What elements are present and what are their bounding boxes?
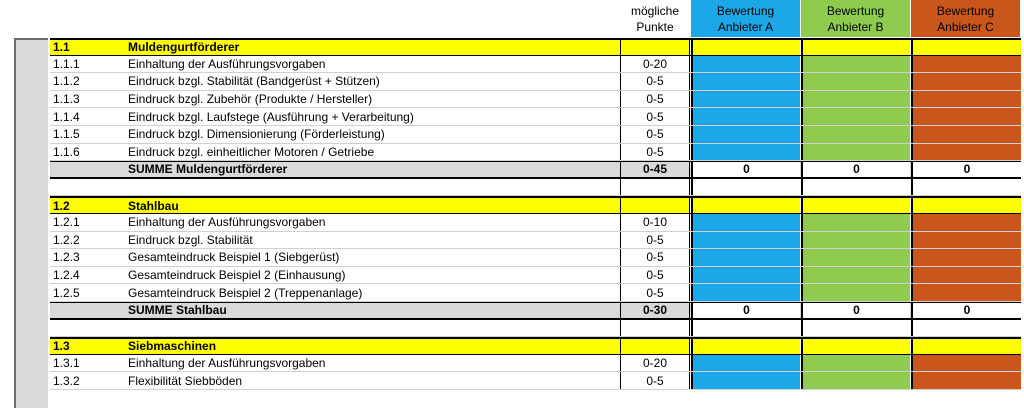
item-number: 1.2.1 — [53, 215, 80, 230]
item-points: 0-5 — [620, 144, 690, 161]
table-row[interactable] — [50, 56, 1021, 74]
section-points-cell[interactable] — [620, 339, 690, 354]
item-number: 1.2.2 — [53, 232, 80, 247]
item-points: 0-5 — [620, 372, 690, 389]
score-cell-c[interactable] — [911, 267, 1021, 284]
table-row[interactable] — [50, 73, 1021, 91]
item-number: 1.2.4 — [53, 268, 80, 283]
score-cell-a[interactable] — [691, 144, 800, 161]
table-row[interactable] — [50, 126, 1021, 144]
table-row[interactable] — [50, 372, 1021, 390]
item-points: 0-5 — [620, 91, 690, 108]
item-text: Gesamteindruck Beispiel 2 (Treppenanlage) — [128, 285, 363, 300]
section-title: Siebmaschinen — [125, 339, 620, 354]
table-row[interactable] — [50, 144, 1021, 162]
score-cell-a[interactable] — [691, 126, 800, 143]
score-cell-b[interactable] — [801, 249, 910, 266]
header-a-line2: Anbieter A — [717, 19, 774, 34]
section-cell-a[interactable] — [691, 339, 800, 354]
sum-row[interactable] — [50, 302, 1021, 320]
section-points-cell[interactable] — [620, 198, 690, 213]
spacer-row[interactable] — [50, 179, 1021, 197]
sum-points: 0-30 — [620, 303, 690, 318]
score-cell-c[interactable] — [911, 214, 1021, 231]
item-number: 1.3.1 — [53, 355, 80, 370]
score-cell-b[interactable] — [801, 355, 910, 372]
score-cell-c[interactable] — [911, 73, 1021, 90]
header-a-line1: Bewertung — [716, 3, 775, 18]
score-cell-b[interactable] — [801, 144, 910, 161]
score-cell-c[interactable] — [911, 126, 1021, 143]
item-number: 1.1.6 — [53, 144, 80, 159]
score-cell-c[interactable] — [911, 355, 1021, 372]
item-number: 1.1.5 — [53, 127, 80, 142]
score-cell-a[interactable] — [691, 249, 800, 266]
item-points: 0-5 — [620, 249, 690, 266]
item-text: Eindruck bzgl. Dimensionierung (Förderleistung) — [128, 127, 385, 142]
scoring-table — [50, 38, 1021, 390]
table-row[interactable] — [50, 232, 1021, 250]
spacer-cell-c[interactable] — [911, 179, 1021, 196]
score-cell-b[interactable] — [801, 232, 910, 249]
table-row[interactable] — [50, 249, 1021, 267]
section-number: 1.2 — [50, 198, 125, 213]
spacer-points-cell[interactable] — [620, 179, 690, 196]
sum-value-b[interactable]: 0 — [801, 162, 910, 177]
item-points: 0-5 — [620, 232, 690, 249]
section-title: Muldengurtförderer — [125, 40, 620, 55]
item-points: 0-5 — [620, 126, 690, 143]
section-number: 1.3 — [50, 339, 125, 354]
sum-number-cell — [50, 303, 125, 318]
score-cell-b[interactable] — [801, 214, 910, 231]
header-rating-a — [691, 0, 800, 37]
section-row[interactable] — [50, 337, 1021, 355]
item-text: Einhaltung der Ausführungsvorgaben — [128, 355, 326, 370]
spacer-points-cell[interactable] — [620, 320, 690, 337]
item-text: Eindruck bzgl. Stabilität — [128, 232, 253, 247]
score-cell-b[interactable] — [801, 372, 910, 389]
item-text: Flexibilität Siebböden — [128, 373, 243, 388]
spacer-cell-b[interactable] — [801, 320, 910, 337]
header-rating-c — [911, 0, 1020, 37]
section-number: 1.1 — [50, 40, 125, 55]
table-row[interactable] — [50, 267, 1021, 285]
item-text: Gesamteindruck Beispiel 2 (Einhausung) — [128, 268, 346, 283]
header-punkte-line1: mögliche — [630, 3, 680, 18]
table-row[interactable] — [50, 355, 1021, 373]
table-row[interactable] — [50, 91, 1021, 109]
item-number: 1.3.2 — [53, 373, 80, 388]
score-cell-b[interactable] — [801, 267, 910, 284]
item-points: 0-5 — [620, 267, 690, 284]
score-cell-b[interactable] — [801, 56, 910, 73]
score-cell-c[interactable] — [911, 249, 1021, 266]
header-c-line2: Anbieter C — [937, 19, 994, 34]
header-b-line2: Anbieter B — [827, 19, 884, 34]
section-row[interactable] — [50, 38, 1021, 56]
score-cell-c[interactable] — [911, 91, 1021, 108]
item-points: 0-5 — [620, 284, 690, 301]
score-cell-c[interactable] — [911, 372, 1021, 389]
section-points-cell[interactable] — [620, 40, 690, 55]
spacer-cell-b[interactable] — [801, 179, 910, 196]
score-cell-b[interactable] — [801, 91, 910, 108]
item-number: 1.2.5 — [53, 285, 80, 300]
spacer-cell-a[interactable] — [691, 320, 800, 337]
score-cell-a[interactable] — [691, 355, 800, 372]
item-number: 1.1.2 — [53, 74, 80, 89]
score-cell-a[interactable] — [691, 91, 800, 108]
header-c-line1: Bewertung — [936, 3, 995, 18]
score-cell-a[interactable] — [691, 73, 800, 90]
sum-row[interactable] — [50, 161, 1021, 179]
score-cell-a[interactable] — [691, 108, 800, 125]
section-cell-a[interactable] — [691, 40, 800, 55]
sum-value-b[interactable]: 0 — [801, 303, 910, 318]
item-points: 0-20 — [620, 56, 690, 73]
item-text: Einhaltung der Ausführungsvorgaben — [128, 215, 326, 230]
section-cell-c[interactable] — [911, 198, 1021, 213]
section-cell-b[interactable] — [801, 339, 910, 354]
score-cell-a[interactable] — [691, 284, 800, 301]
header-possible-points — [620, 0, 690, 37]
score-cell-c[interactable] — [911, 144, 1021, 161]
section-title: Stahlbau — [125, 198, 620, 213]
score-cell-c[interactable] — [911, 284, 1021, 301]
sum-value-a[interactable]: 0 — [691, 162, 800, 177]
score-cell-a[interactable] — [691, 56, 800, 73]
score-cell-b[interactable] — [801, 126, 910, 143]
table-row[interactable] — [50, 214, 1021, 232]
spacer-cell-a[interactable] — [691, 179, 800, 196]
item-points: 0-5 — [620, 73, 690, 90]
sum-number-cell — [50, 162, 125, 177]
table-row[interactable] — [50, 108, 1021, 126]
item-text: Einhaltung der Ausführungsvorgaben — [128, 56, 326, 71]
item-number: 1.2.3 — [53, 250, 80, 265]
sum-value-c[interactable]: 0 — [911, 162, 1021, 177]
score-cell-a[interactable] — [691, 267, 800, 284]
table-row[interactable] — [50, 284, 1021, 302]
score-cell-b[interactable] — [801, 73, 910, 90]
item-points: 0-10 — [620, 214, 690, 231]
sum-label: SUMME Muldengurtförderer — [128, 162, 288, 177]
sum-value-a[interactable]: 0 — [691, 303, 800, 318]
item-text: Gesamteindruck Beispiel 1 (Siebgerüst) — [128, 250, 340, 265]
score-cell-b[interactable] — [801, 108, 910, 125]
item-points: 0-5 — [620, 108, 690, 125]
section-cell-b[interactable] — [801, 198, 910, 213]
score-cell-c[interactable] — [911, 108, 1021, 125]
section-cell-a[interactable] — [691, 198, 800, 213]
sum-points: 0-45 — [620, 162, 690, 177]
score-cell-b[interactable] — [801, 284, 910, 301]
spacer-row[interactable] — [50, 320, 1021, 338]
header-punkte-line2: Punkte — [636, 19, 674, 34]
section-row[interactable] — [50, 196, 1021, 214]
section-cell-b[interactable] — [801, 40, 910, 55]
score-cell-c[interactable] — [911, 232, 1021, 249]
score-cell-a[interactable] — [691, 232, 800, 249]
section-cell-c[interactable] — [911, 40, 1021, 55]
section-cell-c[interactable] — [911, 339, 1021, 354]
item-text: Eindruck bzgl. Laufstege (Ausführung + Verarbeitung) — [128, 109, 414, 124]
sum-value-c[interactable]: 0 — [911, 303, 1021, 318]
header-b-line1: Bewertung — [826, 3, 885, 18]
row-group-bar[interactable] — [14, 38, 48, 408]
score-cell-a[interactable] — [691, 214, 800, 231]
sum-label: SUMME Stahlbau — [128, 303, 227, 318]
spacer-cell-c[interactable] — [911, 320, 1021, 337]
score-cell-a[interactable] — [691, 372, 800, 389]
item-points: 0-20 — [620, 355, 690, 372]
item-text: Eindruck bzgl. einheitlicher Motoren / Getriebe — [128, 144, 375, 159]
item-number: 1.1.3 — [53, 92, 80, 107]
item-number: 1.1.1 — [53, 56, 80, 71]
score-cell-c[interactable] — [911, 56, 1021, 73]
item-text: Eindruck bzgl. Zubehör (Produkte / Hersteller) — [128, 92, 373, 107]
item-text: Eindruck bzgl. Stabilität (Bandgerüst + Stützen) — [128, 74, 380, 89]
header-rating-b — [801, 0, 910, 37]
item-number: 1.1.4 — [53, 109, 80, 124]
